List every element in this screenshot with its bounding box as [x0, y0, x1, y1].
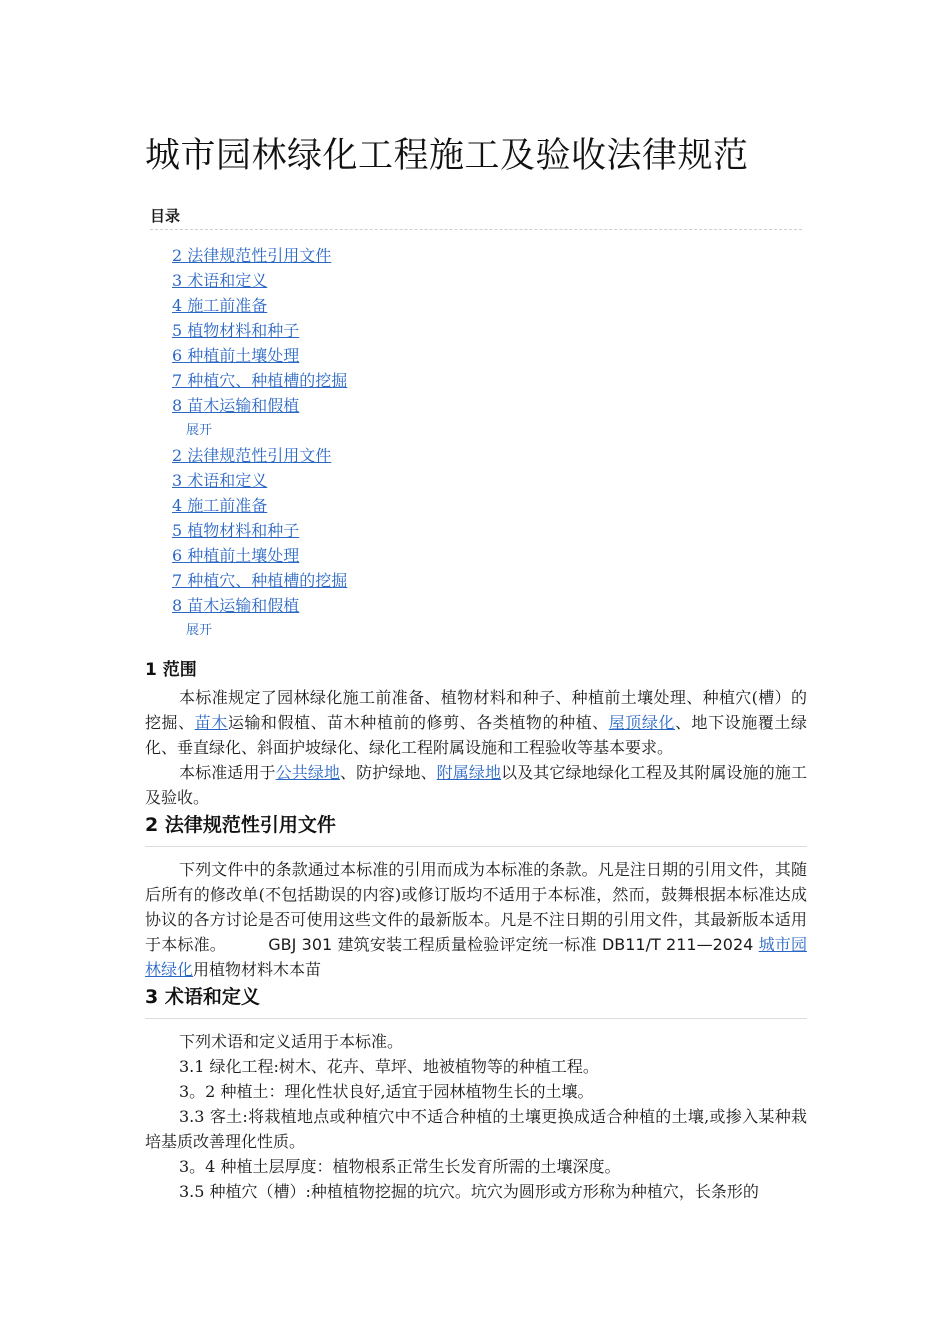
link-urban-greening[interactable]: 城市园林绿化 — [145, 935, 808, 979]
toc-link-planting-pits-2[interactable]: 7 种植穴、种植槽的挖掘 — [172, 571, 348, 590]
toc-link-references-2[interactable]: 2 法律规范性引用文件 — [172, 446, 332, 465]
toc-link-seedling-transport[interactable]: 8 苗木运输和假植 — [172, 396, 300, 415]
page-title: 城市园林绿化工程施工及验收法律规范 — [145, 136, 749, 176]
scope-text-c: 、地下设施覆土绿化、垂直绿化、斜面护坡绿化、绿化工程附属设施和工程验收等基本要求。 — [145, 713, 807, 757]
toc-link-references[interactable]: 2 法律规范性引用文件 — [172, 246, 332, 265]
term-3-2: 3。2 种植土：理化性状良好,适宜于园林植物生长的土壤。 — [179, 1082, 594, 1101]
toc-link-plant-materials-2[interactable]: 5 植物材料和种子 — [172, 521, 300, 540]
term-3-3: 3.3 客土:将栽植地点或种植穴中不适合种植的土壤更换成适合种植的土壤,或掺入某种栽培基质改善理化性质。 — [145, 1107, 807, 1151]
term-3-1: 3.1 绿化工程:树木、花卉、草坪、地被植物等的种植工程。 — [179, 1057, 599, 1076]
scope-paragraph-2 — [145, 760, 807, 810]
term-3-4: 3。4 种植土层厚度：植物根系正常生长发育所需的土壤深度。 — [179, 1157, 621, 1176]
section-terms — [145, 982, 807, 1204]
reference-db11-title: 用植物材料木本苗 — [193, 960, 322, 979]
scope-text-b: 运输和假植、苗木种植前的修剪、各类植物的种植、 — [227, 713, 609, 732]
scope-paragraph-1 — [145, 685, 807, 760]
toc-link-preparation[interactable]: 4 施工前准备 — [172, 296, 268, 315]
scope-text-d: 本标准适用于 — [179, 763, 276, 782]
toc-expand-button[interactable]: 展开 — [186, 423, 213, 438]
document-body — [145, 655, 807, 1204]
link-attached-green-space[interactable]: 附属绿地 — [436, 763, 502, 782]
references-text: 下列文件中的条款通过本标准的引用而成为本标准的条款。凡是注日期的引用文件，其随后所有的修改单(不包括勘误的内容)或修订版均不适用于本标准，然而，鼓舞根据本标准达成协议的各方讨论是否可使用这些文件的最新版本。凡是不注日期的引用文件，其最新版本适用于本标准。 — [145, 860, 807, 954]
section-heading-terms: 3 术语和定义 — [145, 982, 807, 1019]
toc-link-planting-pits[interactable]: 7 种植穴、种植槽的挖掘 — [172, 371, 348, 390]
scope-text-a: 本标准规定了园林绿化施工前准备、植物材料和种子、种植前土壤处理、种植穴(槽）的挖掘、 — [145, 688, 807, 732]
toc-link-soil-treatment[interactable]: 6 种植前土壤处理 — [172, 346, 300, 365]
link-roof-greening[interactable]: 屋顶绿化 — [608, 713, 675, 732]
toc-link-terms[interactable]: 3 术语和定义 — [172, 271, 268, 290]
toc-link-preparation-2[interactable]: 4 施工前准备 — [172, 496, 268, 515]
toc-expand-button-2[interactable]: 展开 — [186, 623, 213, 638]
link-public-green-space[interactable]: 公共绿地 — [275, 763, 341, 782]
section-heading-references: 2 法律规范性引用文件 — [145, 810, 807, 847]
section-scope — [145, 655, 807, 810]
toc-link-terms-2[interactable]: 3 术语和定义 — [172, 471, 268, 490]
scope-text-e: 、防护绿地、 — [340, 763, 437, 782]
section-references — [145, 810, 807, 982]
terms-intro: 下列术语和定义适用于本标准。 — [179, 1032, 404, 1051]
term-3-5: 3.5 种植穴（槽）:种植植物挖掘的坑穴。坑穴为圆形或方形称为种植穴，长条形的 — [179, 1182, 759, 1201]
toc-link-plant-materials[interactable]: 5 植物材料和种子 — [172, 321, 300, 340]
link-seedlings[interactable]: 苗木 — [194, 713, 228, 732]
toc-link-soil-treatment-2[interactable]: 6 种植前土壤处理 — [172, 546, 300, 565]
scope-text-f: 以及其它绿地绿化工程及其附属设施的施工及验收。 — [145, 763, 807, 807]
reference-gbj301: GBJ 301 建筑安装工程质量检验评定统一标准 — [268, 935, 597, 954]
toc-link-seedling-transport-2[interactable]: 8 苗木运输和假植 — [172, 596, 300, 615]
section-heading-scope: 1 范围 — [145, 660, 197, 680]
toc-list — [150, 243, 802, 643]
reference-db11-code: DB11/T 211—2024 — [601, 935, 759, 954]
table-of-contents — [150, 205, 802, 643]
references-paragraph — [145, 857, 807, 982]
toc-label: 目录 — [150, 205, 802, 230]
